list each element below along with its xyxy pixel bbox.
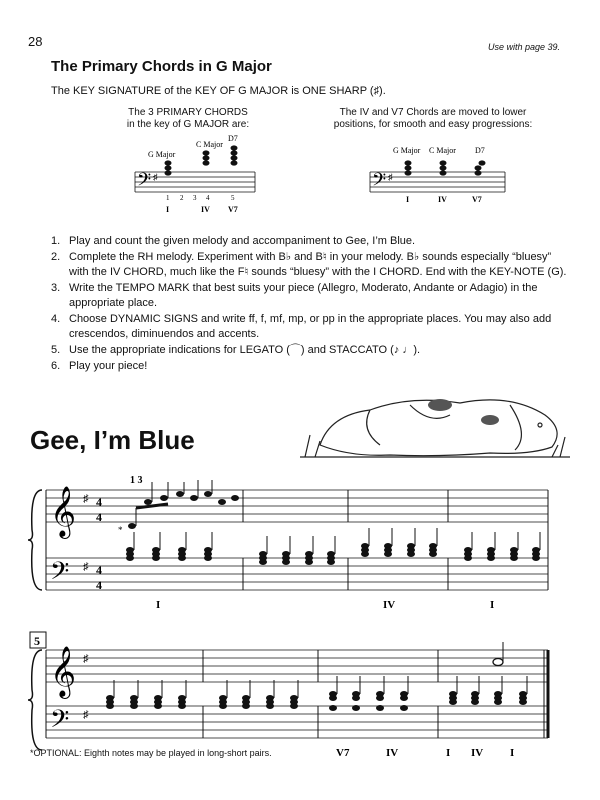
chord-note bbox=[154, 703, 162, 709]
time-sig-top: 4 bbox=[96, 495, 102, 509]
chord-note bbox=[487, 555, 495, 561]
svg-text:1: 1 bbox=[166, 194, 170, 202]
chord-note bbox=[242, 703, 250, 709]
chord-note bbox=[282, 559, 290, 565]
chord-note bbox=[407, 551, 415, 557]
chord-note bbox=[400, 695, 408, 701]
svg-text:V7: V7 bbox=[336, 747, 350, 759]
instruction-item: 4. Choose DYNAMIC SIGNS and write ff, f, mf, mp, or pp in the appropriate places. You may also add crescendos, diminuendos and accents. bbox=[51, 313, 552, 340]
chord-note bbox=[126, 555, 134, 561]
chord-note bbox=[510, 555, 518, 561]
bass-staff bbox=[46, 558, 548, 590]
bass-clef-icon: 𝄢 bbox=[137, 169, 152, 194]
svg-text:I: I bbox=[490, 599, 495, 611]
chord-note bbox=[152, 555, 160, 561]
svg-text:IV: IV bbox=[386, 747, 399, 759]
time-sig-bottom: 4 bbox=[96, 578, 102, 592]
svg-text:I: I bbox=[406, 195, 410, 204]
chord-note bbox=[532, 555, 540, 561]
right-chord-notes bbox=[405, 160, 486, 175]
left-label-d: D7 bbox=[228, 134, 238, 143]
left-chord-notes bbox=[165, 145, 238, 175]
bass-clef-icon: 𝄢 bbox=[50, 558, 70, 591]
chord-note bbox=[384, 551, 392, 557]
left-label-c: C Major bbox=[196, 140, 223, 149]
bass-clef-icon: 𝄢 bbox=[372, 169, 387, 194]
chord-note bbox=[327, 559, 335, 565]
treble-staff bbox=[46, 650, 548, 682]
instruction-item: 5. Use the appropriate indications for LEGATO (⌒) and STACCATO (♪ ♩). bbox=[51, 344, 421, 356]
page-title: The Primary Chords in G Major bbox=[51, 58, 272, 75]
chord-note bbox=[106, 703, 114, 709]
right-label-g: G Major bbox=[393, 146, 421, 155]
svg-text:I: I bbox=[156, 599, 161, 611]
melody-notes bbox=[128, 491, 239, 529]
instruction-item: 1. Play and count the given melody and accompaniment to Gee, I’m Blue. bbox=[51, 235, 416, 247]
key-signature-text: The KEY SIGNATURE of the KEY OF G MAJOR is ONE SHARP (♯). bbox=[51, 85, 386, 97]
svg-text:3: 3 bbox=[193, 194, 197, 202]
chord-note bbox=[305, 559, 313, 565]
chord-note bbox=[259, 559, 267, 565]
chord-diagrams bbox=[120, 132, 580, 222]
chord-note bbox=[329, 695, 337, 701]
svg-text:4: 4 bbox=[206, 194, 210, 202]
chord-note bbox=[519, 699, 527, 705]
chord-note bbox=[494, 699, 502, 705]
footnote: *OPTIONAL: Eighth notes may be played in long-short pairs. bbox=[30, 748, 272, 758]
sharp-icon: ♯ bbox=[83, 561, 89, 573]
sleeping-dog-illustration bbox=[290, 375, 580, 465]
bass-clef-icon: 𝄢 bbox=[50, 706, 70, 739]
chord-note bbox=[449, 699, 457, 705]
svg-text:I: I bbox=[510, 747, 515, 759]
chord-note bbox=[352, 705, 360, 711]
chord-note bbox=[471, 699, 479, 705]
chord-note bbox=[464, 555, 472, 561]
chord-note bbox=[400, 705, 408, 711]
svg-text:5: 5 bbox=[231, 194, 235, 202]
instruction-item: 3. Write the TEMPO MARK that best suits your piece (Allegro, Moderato, Andante or Adagio) in the appropriate place. bbox=[51, 282, 538, 309]
svg-text:IV: IV bbox=[471, 747, 484, 759]
left-numbers bbox=[166, 194, 235, 202]
bass-chords bbox=[126, 528, 540, 565]
roman-row-2 bbox=[336, 747, 514, 759]
chord-note bbox=[361, 551, 369, 557]
chord-note bbox=[290, 703, 298, 709]
svg-text:IV: IV bbox=[438, 195, 447, 204]
sharp-icon: ♯ bbox=[83, 493, 89, 505]
right-label-d: D7 bbox=[475, 146, 485, 155]
chord-note bbox=[130, 703, 138, 709]
sharp-icon: ♯ bbox=[153, 172, 158, 182]
right-label-c: C Major bbox=[429, 146, 456, 155]
time-sig-top: 4 bbox=[96, 563, 102, 577]
sharp-icon: ♯ bbox=[388, 172, 393, 182]
right-chord-caption: The IV and V7 Chords are moved to lower positions, for smooth and easy progressions: bbox=[333, 107, 533, 130]
instruction-item: 2. Complete the RH melody. Experiment with B♭ and B♮ in your melody. B♭ sounds especially “bluesy” with the IV CHORD, much like the F♮ sounds “bluesy” with the I CHORD. End with the KEY-NOTE (G). bbox=[51, 251, 567, 278]
roman-row-1 bbox=[156, 599, 494, 611]
treble-clef-icon: 𝄞 bbox=[50, 487, 77, 536]
chord-note bbox=[178, 703, 186, 709]
fingering: 1 3 bbox=[130, 475, 143, 486]
left-roman bbox=[166, 205, 238, 214]
chord-note bbox=[376, 695, 384, 701]
treble-clef-icon: 𝄞 bbox=[50, 647, 77, 696]
svg-text:IV: IV bbox=[383, 599, 396, 611]
svg-text:I: I bbox=[166, 205, 170, 214]
measure-number: 5 bbox=[34, 634, 40, 648]
sharp-icon: ♯ bbox=[83, 709, 89, 721]
page-number: 28 bbox=[28, 34, 43, 49]
svg-text:IV: IV bbox=[201, 205, 210, 214]
right-roman bbox=[406, 195, 482, 204]
use-with-note: Use with page 39. bbox=[487, 42, 560, 52]
bass-staff bbox=[46, 706, 548, 738]
svg-text:V7: V7 bbox=[228, 205, 238, 214]
left-chord-caption: The 3 PRIMARY CHORDS in the key of G MAJOR are: bbox=[126, 107, 250, 130]
left-label-g: G Major bbox=[148, 150, 176, 159]
chord-note bbox=[178, 555, 186, 561]
instruction-item: 6. Play your piece! bbox=[51, 360, 148, 372]
instructions-list bbox=[51, 234, 571, 375]
svg-text:V7: V7 bbox=[472, 195, 482, 204]
brace-icon bbox=[28, 490, 42, 590]
chord-note bbox=[429, 551, 437, 557]
chord-note bbox=[329, 705, 337, 711]
chord-note bbox=[376, 705, 384, 711]
brace-icon bbox=[28, 650, 42, 750]
chord-note bbox=[266, 703, 274, 709]
treble-staff bbox=[46, 490, 548, 522]
music-system-1 bbox=[28, 468, 558, 613]
svg-text:I: I bbox=[446, 747, 451, 759]
chord-note bbox=[204, 555, 212, 561]
chord-note bbox=[352, 695, 360, 701]
optional-star: * bbox=[118, 525, 123, 535]
barlines bbox=[46, 490, 548, 590]
time-sig-bottom: 4 bbox=[96, 510, 102, 524]
sharp-icon: ♯ bbox=[83, 653, 89, 665]
piece-title: Gee, I’m Blue bbox=[30, 425, 195, 455]
half-note bbox=[493, 659, 503, 666]
svg-text:2: 2 bbox=[180, 194, 184, 202]
chord-note bbox=[219, 703, 227, 709]
